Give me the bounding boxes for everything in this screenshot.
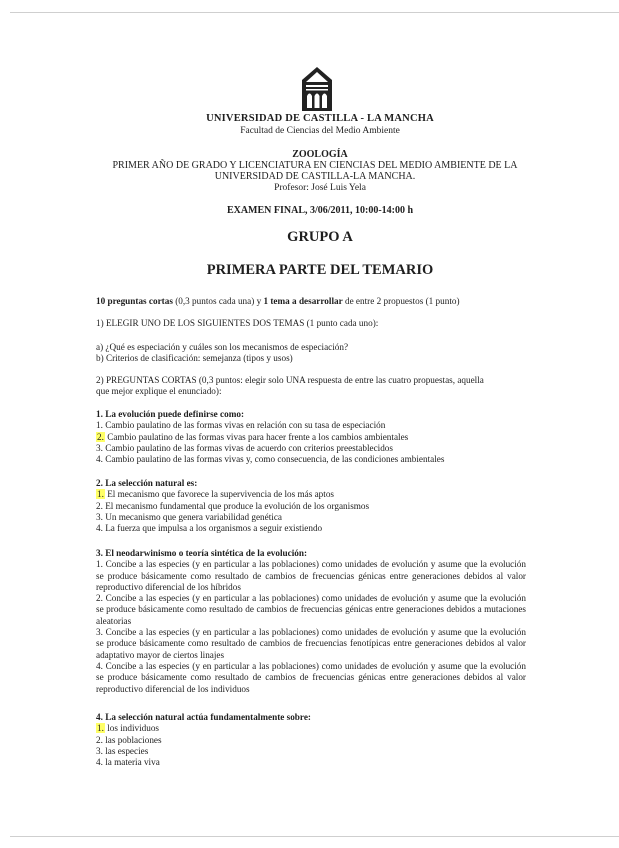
scan-edge-line [10,836,619,837]
faculty-name: Facultad de Ciencias del Medio Ambiente [240,126,400,136]
section-2-line: 2) PREGUNTAS CORTAS (0,3 puntos: elegir solo UNA respuesta de entre las cuatro propuestas, aquella [96,375,484,385]
section-2-title [96,375,526,398]
summary-text: (0,3 puntos cada una) y [172,296,264,306]
topic-b: b) Criterios de clasificación: semejanza (tipos y usos) [96,353,293,364]
subject-title: ZOOLOGÍA [292,149,348,160]
answer-option: 3. las especies [96,745,149,756]
question-4 [96,712,526,768]
answer-option: 4. La fuerza que impulsa a los organismos a seguir existiendo [96,523,323,534]
question-title: 2. La selección natural es: [96,478,198,488]
question-3 [96,548,526,695]
answer-option: 4. Concibe a las especies (y en particular a las poblaciones) como unidades de evolución y asume que la evolución se produce básicamente como resultado de cambios de frecuencias génicas entre generaciones debidos al valor reproductivo diferencial de los individuos [96,660,526,694]
exam-summary [96,296,526,307]
answer-option: 2. Concibe a las especies (y en particular a las poblaciones) como unidades de evolución y asume que la evolución se produce básicamente como resultado de cambios de frecuencias génicas entre generaciones debidos a mutaciones aleatorias [96,593,526,626]
question-title: 3. El neodarwinismo o teoría sintética de la evolución: [96,548,308,558]
answer-option-highlighted [96,723,526,734]
university-name: UNIVERSIDAD DE CASTILLA - LA MANCHA [206,113,434,124]
professor-name: Profesor: José Luis Yela [274,183,366,193]
part-title: PRIMERA PARTE DEL TEMARIO [206,262,434,278]
summary-text: de entre 2 propuestos (1 punto) [342,296,460,306]
selected-answer-marker: 1. [97,723,104,734]
section-1-title: 1) ELEGIR UNO DE LOS SIGUIENTES DOS TEMAS (1 punto cada uno): [96,318,379,328]
exam-info: EXAMEN FINAL, 3/06/2011, 10:00-14:00 h [226,205,414,216]
topic-a: a) ¿Qué es especiación y cuáles son los mecanismos de especiación? [96,342,349,352]
question-title: 1. La evolución puede definirse como: [96,409,245,419]
selected-answer-marker: 2. [97,431,104,442]
degree-line: PRIMER AÑO DE GRADO Y LICENCIATURA EN CIENCIAS DEL MEDIO AMBIENTE DE LA [112,160,518,171]
answer-option: 1. Concibe a las especies (y en particular a las poblaciones) como unidades de evolución y asume que la evolución se produce básicamente como resultado de cambios de frecuencias génicas entre generaciones debidos al valor reproductivo diferencial de los híbridos [96,559,526,592]
answer-option: 3. Cambio paulatino de las formas vivas de acuerdo con criterios preestablecidos [96,442,393,453]
degree-line: UNIVERSIDAD DE CASTILLA-LA MANCHA. [214,171,416,182]
answer-text: los individuos [104,723,160,734]
question-2 [96,478,526,534]
question-1 [96,409,526,465]
answer-text: Cambio paulatino de las formas vivas para hacer frente a los cambios ambientales [104,431,409,442]
summary-bold: 10 preguntas cortas [96,296,173,306]
scan-edge-line [10,12,619,13]
answer-option: 3. Un mecanismo que genera variabilidad genética [96,511,282,522]
selected-answer-marker: 1. [97,489,104,500]
summary-bold: 1 tema a desarrollar [263,296,343,306]
answer-option: 2. El mecanismo fundamental que produce la evolución de los organismos [96,500,370,511]
answer-option: 4. Cambio paulatino de las formas vivas y, como consecuencia, de las condiciones ambientales [96,454,445,465]
university-logo-icon [300,66,334,112]
group-title: GRUPO A [287,229,353,245]
question-title: 4. La selección natural actúa fundamentalmente sobre: [96,712,311,722]
answer-option: 4. la materia viva [96,757,160,768]
section-2-line: que mejor explique el enunciado): [96,386,222,397]
answer-option-highlighted [96,489,526,500]
answer-text: El mecanismo que favorece la supervivencia de los más aptos [104,489,334,500]
section-1-topics [96,342,526,365]
degree-text [100,160,530,182]
answer-option: 1. Cambio paulatino de las formas vivas en relación con su tasa de especiación [96,420,386,431]
answer-option: 2. las poblaciones [96,734,162,745]
answer-option: 3. Concibe a las especies (y en particular a las poblaciones) como unidades de evolución y asume que la evolución se produce básicamente como resultado de cambios de frecuencias fenotípicas entre generaciones debidos al valor adaptativo mayor de ciertos linajes [96,627,526,660]
answer-option-highlighted [96,432,526,443]
